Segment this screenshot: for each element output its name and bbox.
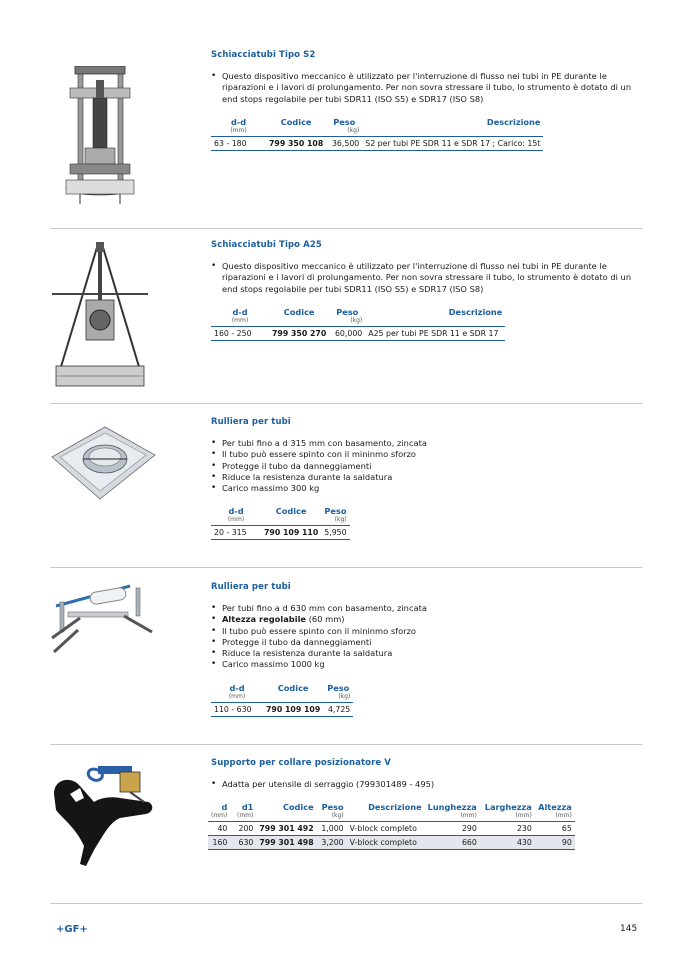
column-header: Descrizione bbox=[448, 306, 503, 317]
product-section-a25 bbox=[50, 240, 642, 395]
column-header: Codice bbox=[275, 506, 307, 517]
unit-label: (mm) bbox=[208, 812, 230, 822]
section-title: Supporto per collare posizionatore V bbox=[211, 758, 391, 768]
table-cell: 160 bbox=[208, 836, 230, 850]
unit-label bbox=[266, 127, 326, 137]
product-code: 799 350 108 bbox=[266, 136, 326, 150]
pipe-roller-large-image bbox=[50, 582, 200, 662]
column-header: d1 bbox=[241, 802, 254, 813]
table-cell: 1,000 bbox=[317, 822, 347, 836]
table-cell: 90 bbox=[535, 836, 575, 850]
column-header: Lunghezza bbox=[427, 802, 477, 813]
feature-list bbox=[211, 438, 642, 494]
table-header bbox=[208, 802, 575, 812]
column-header: d-d bbox=[232, 306, 248, 317]
table-cell: S2 per tubi PE SDR 11 e SDR 17 ; Carico: 15t bbox=[362, 136, 543, 150]
feature-item: • Riduce la resistenza durante la saldatura bbox=[211, 648, 642, 659]
spec-table bbox=[211, 683, 353, 717]
table-header bbox=[211, 117, 543, 127]
table-units bbox=[211, 127, 543, 137]
feature-item: • Carico massimo 1000 kg bbox=[211, 659, 642, 670]
table-header bbox=[211, 683, 353, 693]
section-title: Rulliera per tubi bbox=[211, 582, 291, 592]
unit-label: (mm) bbox=[211, 317, 269, 327]
section-content bbox=[211, 417, 642, 540]
feature-list bbox=[211, 71, 642, 105]
spec-table bbox=[211, 117, 543, 151]
feature-item: • Per tubi fino a d 315 mm con basamento, zincata bbox=[211, 438, 642, 449]
table-cell: V-block completo bbox=[347, 836, 425, 850]
column-header: Peso bbox=[321, 802, 344, 813]
table-cell: 110 - 630 bbox=[211, 702, 263, 716]
table-units bbox=[211, 693, 353, 703]
unit-label: (kg) bbox=[329, 317, 365, 327]
section-title: Schiacciatubi Tipo S2 bbox=[211, 50, 316, 60]
unit-label bbox=[362, 127, 543, 137]
feature-item: • Protegge il tubo da danneggiamenti bbox=[211, 461, 642, 472]
column-header: Peso bbox=[327, 682, 350, 693]
spec-table bbox=[211, 506, 350, 540]
section-title: Rulliera per tubi bbox=[211, 417, 291, 427]
page-number: 145 bbox=[620, 924, 638, 934]
column-header: Peso bbox=[324, 506, 347, 517]
column-header: Larghezza bbox=[484, 802, 532, 813]
unit-label: (mm) bbox=[211, 127, 266, 137]
section-title: Schiacciatubi Tipo A25 bbox=[211, 240, 322, 250]
table-cell: 160 - 250 bbox=[211, 326, 269, 340]
section-divider bbox=[50, 744, 642, 745]
feature-list bbox=[211, 261, 642, 295]
unit-label: (kg) bbox=[323, 693, 353, 703]
column-header: Peso bbox=[333, 116, 356, 127]
table-header bbox=[211, 307, 505, 317]
table-row bbox=[211, 526, 350, 540]
column-header: Codice bbox=[283, 306, 315, 317]
table-cell: 40 bbox=[208, 822, 230, 836]
feature-item: • Riduce la resistenza durante la saldatura bbox=[211, 472, 642, 483]
v-block-support-image bbox=[50, 758, 200, 868]
table-row bbox=[211, 702, 353, 716]
table-cell: 4,725 bbox=[323, 702, 353, 716]
footer-divider bbox=[50, 903, 642, 904]
table-units bbox=[208, 812, 575, 822]
feature-item-adjustable bbox=[211, 614, 642, 625]
pipe-roller-small-image bbox=[50, 417, 200, 507]
section-divider bbox=[50, 403, 642, 404]
column-header: Altezza bbox=[538, 802, 572, 813]
spec-table bbox=[211, 307, 505, 341]
feature-item: • Adatta per utensile di serraggio (799301489 - 495) bbox=[211, 779, 642, 790]
unit-label: (mm) bbox=[211, 516, 261, 526]
section-divider bbox=[50, 567, 642, 568]
table-cell: 65 bbox=[535, 822, 575, 836]
unit-label: (mm) bbox=[211, 693, 263, 703]
unit-label bbox=[256, 812, 316, 822]
bold-suffix: (60 mm) bbox=[306, 614, 345, 625]
product-section-roller-630 bbox=[50, 582, 642, 732]
table-header bbox=[211, 506, 350, 516]
table-cell: 290 bbox=[425, 822, 480, 836]
table-cell: A25 per tubi PE SDR 11 e SDR 17 bbox=[365, 326, 505, 340]
feature-item: • Per tubi fino a d 630 mm con basamento, zincata bbox=[211, 603, 642, 614]
table-row bbox=[211, 136, 543, 150]
unit-label: (kg) bbox=[317, 812, 347, 822]
unit-label bbox=[263, 693, 323, 703]
column-header: d-d bbox=[230, 116, 247, 127]
feature-item: • Questo dispositivo meccanico è utilizzato per l'interruzione di flusso nei tubi in PE durante le riparazioni e i lavori di prolungamento. Per non sovra stressare il tubo, lo strumento è dotato di un end stops regolabile per tubi SDR11 (ISO S5) e SDR17 (ISO S8) bbox=[211, 71, 642, 105]
unit-label: (mm) bbox=[230, 812, 256, 822]
column-header: d-d bbox=[228, 506, 244, 517]
section-content bbox=[211, 240, 642, 341]
product-code: 799 350 270 bbox=[269, 326, 329, 340]
table-units bbox=[211, 317, 505, 327]
column-header: d-d bbox=[229, 682, 245, 693]
table-cell: 200 bbox=[230, 822, 256, 836]
product-section-v-block bbox=[50, 758, 642, 888]
column-header: Codice bbox=[282, 802, 314, 813]
unit-label: (kg) bbox=[326, 127, 362, 137]
column-header: Codice bbox=[277, 682, 309, 693]
feature-list bbox=[211, 603, 642, 671]
unit-label bbox=[347, 812, 425, 822]
product-section-s2 bbox=[50, 50, 642, 220]
unit-label: (kg) bbox=[321, 516, 349, 526]
product-section-roller-315 bbox=[50, 417, 642, 557]
table-cell: 430 bbox=[480, 836, 535, 850]
unit-label bbox=[269, 317, 329, 327]
product-code: 790 109 110 bbox=[261, 526, 321, 540]
table-cell: 230 bbox=[480, 822, 535, 836]
spec-table bbox=[208, 802, 575, 850]
unit-label: (mm) bbox=[425, 812, 480, 822]
feature-item: • Il tubo può essere spinto con il mininmo sforzo bbox=[211, 449, 642, 460]
table-cell: 63 - 180 bbox=[211, 136, 266, 150]
unit-label bbox=[261, 516, 321, 526]
section-divider bbox=[50, 228, 642, 229]
pipe-squeezer-a25-image bbox=[50, 242, 200, 387]
table-cell: 5,950 bbox=[321, 526, 349, 540]
feature-list bbox=[211, 779, 642, 790]
column-header: Descrizione bbox=[368, 802, 422, 813]
section-content bbox=[211, 758, 642, 850]
gf-logo: +GF+ bbox=[56, 924, 88, 935]
table-cell: 60,000 bbox=[329, 326, 365, 340]
column-header: Descrizione bbox=[486, 116, 541, 127]
pipe-squeezer-s2-image bbox=[50, 66, 200, 206]
table-row bbox=[208, 836, 575, 850]
table-row bbox=[211, 326, 505, 340]
table-cell: V-block completo bbox=[347, 822, 425, 836]
unit-label bbox=[365, 317, 505, 327]
column-header: d bbox=[221, 802, 228, 813]
product-code: 799 301 498 bbox=[256, 836, 316, 850]
table-cell: 660 bbox=[425, 836, 480, 850]
unit-label: (mm) bbox=[480, 812, 535, 822]
table-row bbox=[208, 822, 575, 836]
table-cell: 3,200 bbox=[317, 836, 347, 850]
table-cell: 630 bbox=[230, 836, 256, 850]
table-cell: 20 - 315 bbox=[211, 526, 261, 540]
feature-item: • Carico massimo 300 kg bbox=[211, 483, 642, 494]
table-cell: 36,500 bbox=[326, 136, 362, 150]
feature-item: • Protegge il tubo da danneggiamenti bbox=[211, 637, 642, 648]
table-units bbox=[211, 516, 350, 526]
feature-item: • Questo dispositivo meccanico è utilizzato per l'interruzione di flusso nei tubi in PE durante le riparazioni e i lavori di prolungamento. Per non sovra stressare il tubo, lo strumento è dotato di un end stops regolabile per tubi SDR11 (ISO S5) e SDR17 (ISO S8) bbox=[211, 261, 642, 295]
section-content bbox=[211, 50, 642, 151]
column-header: Peso bbox=[336, 306, 359, 317]
column-header: Codice bbox=[280, 116, 312, 127]
section-content bbox=[211, 582, 642, 717]
feature-item: • Il tubo può essere spinto con il mininmo sforzo bbox=[211, 626, 642, 637]
unit-label: (mm) bbox=[535, 812, 575, 822]
product-code: 790 109 109 bbox=[263, 702, 323, 716]
bold-label: Altezza regolabile bbox=[222, 614, 307, 625]
product-code: 799 301 492 bbox=[256, 822, 316, 836]
